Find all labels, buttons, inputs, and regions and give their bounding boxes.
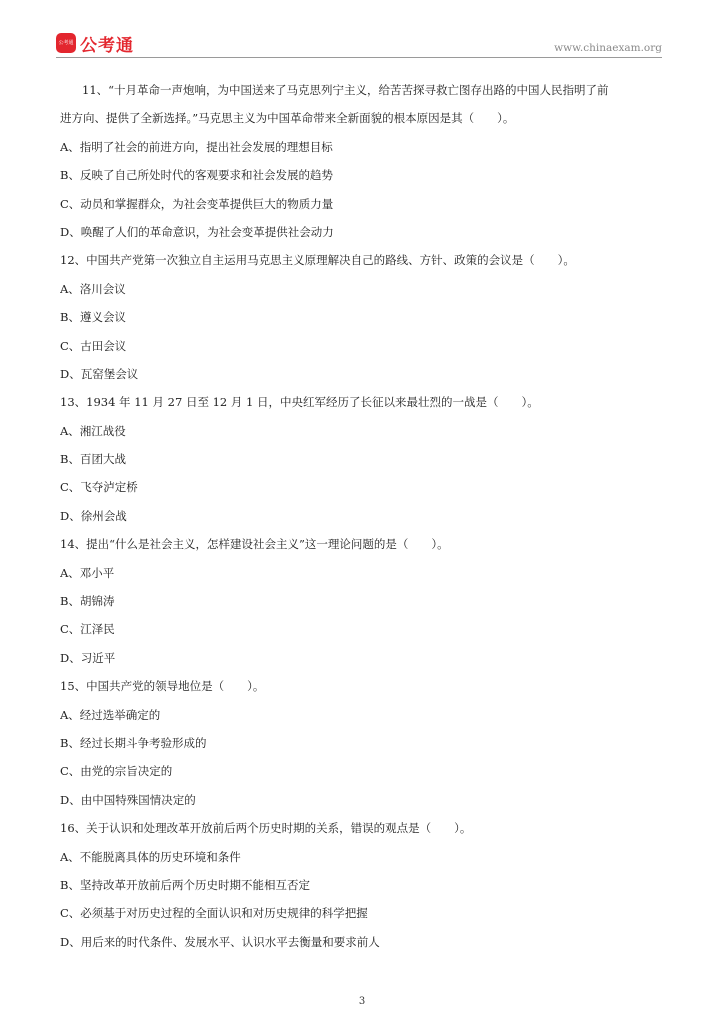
question-stem: 12、中国共产党第一次独立自主运用马克思主义原理解决自己的路线、方针、政策的会议是（ ）。	[60, 253, 575, 268]
site-url-link[interactable]: www.chinaexam.org	[554, 42, 662, 54]
answer-option: C、古田会议	[60, 338, 127, 353]
answer-option: A、不能脱离具体的历史环境和条件	[60, 849, 241, 864]
answer-option: A、邓小平	[60, 565, 115, 580]
question-list	[60, 76, 670, 956]
answer-option: D、徐州会战	[60, 508, 127, 523]
brand-logo[interactable]	[56, 32, 134, 54]
answer-option: B、经过长期斗争考验形成的	[60, 735, 207, 750]
answer-option: C、必须基于对历史过程的全面认识和对历史规律的科学把握	[60, 906, 368, 921]
answer-option: B、胡锦涛	[60, 594, 115, 609]
question-stem-continued: 进方向、提供了全新选择。”马克思主义为中国革命带来全新面貌的根本原因是其（ ）。	[60, 111, 515, 126]
answer-option: D、唤醒了人们的革命意识，为社会变革提供社会动力	[60, 224, 334, 239]
question-stem: 11、“十月革命一声炮响，为中国送来了马克思列宁主义，给苦苦探寻救亡图存出路的中国人民指明了前	[82, 83, 609, 97]
answer-option: A、经过选举确定的	[60, 707, 161, 722]
question-stem: 16、关于认识和处理改革开放前后两个历史时期的关系，错误的观点是（ ）。	[60, 821, 472, 836]
answer-option: C、江泽民	[60, 622, 115, 637]
header-divider	[56, 57, 662, 58]
question-stem: 15、中国共产党的领导地位是（ ）。	[60, 679, 265, 694]
question-block	[60, 388, 670, 530]
answer-option: C、由党的宗旨决定的	[60, 764, 173, 779]
question-block	[60, 530, 670, 672]
question-block	[60, 246, 670, 388]
answer-option: D、习近平	[60, 650, 116, 665]
page-number: 3	[358, 996, 366, 1007]
question-block	[60, 76, 670, 246]
answer-option: D、用后来的时代条件、发展水平、认识水平去衡量和要求前人	[60, 934, 380, 949]
answer-option: B、百团大战	[60, 452, 126, 467]
answer-option: B、坚持改革开放前后两个历史时期不能相互否定	[60, 877, 310, 892]
answer-option: D、由中国特殊国情决定的	[60, 792, 196, 807]
answer-option: A、湘江战役	[60, 423, 126, 438]
question-block	[60, 814, 670, 956]
question-block	[60, 672, 670, 814]
answer-option: B、反映了自己所处时代的客观要求和社会发展的趋势	[60, 168, 333, 183]
question-stem: 13、1934 年 11 月 27 日至 12 月 1 日，中央红军经历了长征以来最壮烈的一战是（ ）。	[60, 395, 539, 410]
question-stem: 14、提出“什么是社会主义，怎样建设社会主义”这一理论问题的是（ ）。	[60, 537, 449, 552]
answer-option: C、动员和掌握群众，为社会变革提供巨大的物质力量	[60, 196, 334, 211]
logo-badge-icon: 公考通	[56, 33, 76, 53]
logo-text: 公考通	[80, 35, 134, 56]
page-header	[56, 32, 662, 60]
answer-option: D、瓦窑堡会议	[60, 366, 139, 381]
answer-option: B、遵义会议	[60, 310, 126, 325]
answer-option: C、飞夺泸定桥	[60, 480, 138, 495]
answer-option: A、指明了社会的前进方向，提出社会发展的理想目标	[60, 139, 333, 154]
answer-option: A、洛川会议	[60, 281, 126, 296]
